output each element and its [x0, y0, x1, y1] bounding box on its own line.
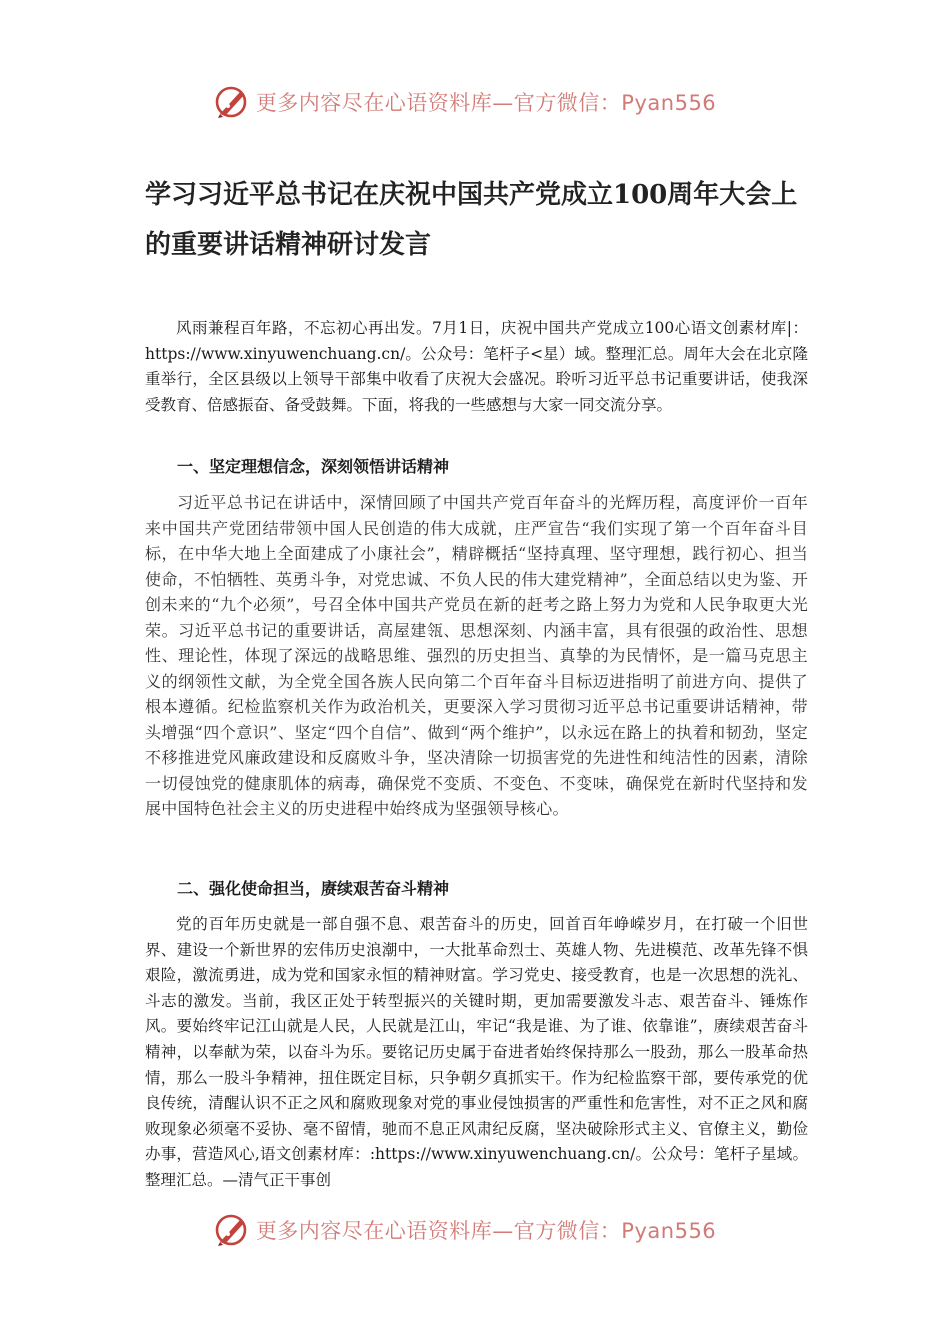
- section-1-body: 习近平总书记在讲话中，深情回顾了中国共产党百年奋斗的光辉历程，高度评价一百年来中国共产党团结带领中国人民创造的伟大成就，庄严宣告“我们实现了第一个百年奋斗目标，在中华大地上全面建成了小康社会”，精辟概括“坚持真理、坚守理想，践行初心、担当使命，不怕牺牲、英勇斗争，对党忠诚、不负人民的伟大建党精神”，全面总结以史为鉴、开创未来的“九个必须”，号召全体中国共产党员在新的赶考之路上努力为党和人民争取更大光荣。习近平总书记的重要讲话，高屋建瓴、思想深刻、内涵丰富，具有很强的政治性、思想性、理论性，体现了深远的战略思维、强烈的历史担当、真挚的为民情怀，是一篇马克思主义的纲领性文献，为全党全国各族人民向第二个百年奋斗目标迈进指明了前进方向、提供了根本遵循。纪检监察机关作为政治机关，更要深入学习贯彻习近平总书记重要讲话精神，带头增强“四个意识”、坚定“四个自信”、做到“两个维护”，以永远在路上的执着和韧劲，坚定不移推进党风廉政建设和反腐败斗争，坚决清除一切损害党的先进性和纯洁性的因素，清除一切侵蚀党的健康肌体的病毒，确保党不变质、不变色、不变味，确保党在新时代坚持和发展中国特色社会主义的历史进程中始终成为坚强领导核心。: [145, 493, 808, 818]
- section-1-body-block: [145, 490, 808, 870]
- document-title: 学习习近平总书记在庆祝中国共产党成立100周年大会上的重要讲话精神研讨发言: [145, 180, 798, 260]
- section-2-heading-block: [145, 874, 808, 904]
- banner-text: 更多内容尽在心语资料库—官方微信：Pyan556: [255, 91, 717, 115]
- section-2-body: 党的百年历史就是一部自强不息、艰苦奋斗的历史，回首百年峥嵘岁月，在打破一个旧世界、建设一个新世界的宏伟历史浪潮中，一大批革命烈士、英雄人物、先进模范、改革先锋不惧艰险，激流勇进，成为党和国家永恒的精神财富。学习党史、接受教育，也是一次思想的洗礼、斗志的激发。当前，我区正处于转型振兴的关键时期，更加需要激发斗志、艰苦奋斗、锤炼作风。要始终牢记江山就是人民，人民就是江山，牢记“我是谁、为了谁、依靠谁”，赓续艰苦奋斗精神，以奉献为荣，以奋斗为乐。要铭记历史属于奋进者始终保持那么一股劲，那么一股革命热情，那么一股斗争精神，扭住既定目标，只争朝夕真抓实干。作为纪检监察干部，要传承党的优良传统，清醒认识不正之风和腐败现象对党的事业侵蚀损害的严重性和危害性，对不正之风和腐败现象必须毫不妥协、毫不留情，驰而不息正风肃纪反腐，坚决破除形式主义、官僚主义，勤俭办事，营造风心,语文创素材库：:https://www.xinyuwenchuang.cn/。公众号：笔杆子星域。整理汇总。—清气正干事创: [145, 915, 808, 1189]
- banner-content: [214, 1212, 716, 1248]
- section-1-heading-block: [145, 452, 808, 482]
- section-2-heading: 二、强化使命担当，赓续艰苦奋斗精神: [177, 879, 450, 898]
- section-2-body-block: [145, 912, 808, 1194]
- intro-paragraph: 风雨兼程百年路，不忘初心再出发。7月1日，庆祝中国共产党成立100心语文创素材库|：https://www.xinyuwenchuang.cn/。公众号：笔杆子<星）域。整理汇总。周年大会在北京隆重举行，全区县级以上领导干部集中收看了庆祝大会盛况。聆听习近平总书记重要讲话，使我深受教育、倍感振奋、备受鼓舞。下面，将我的一些感想与大家一同交流分享。: [145, 319, 808, 414]
- banner-content: [214, 84, 716, 120]
- header-banner: [0, 80, 950, 124]
- pen-logo-icon: [214, 1212, 250, 1248]
- footer-banner: [0, 1208, 950, 1252]
- pen-logo-icon: [214, 84, 250, 120]
- section-1-heading: 一、坚定理想信念，深刻领悟讲话精神: [177, 457, 450, 476]
- intro-block: [145, 316, 808, 444]
- banner-text: 更多内容尽在心语资料库—官方微信：Pyan556: [255, 1219, 717, 1243]
